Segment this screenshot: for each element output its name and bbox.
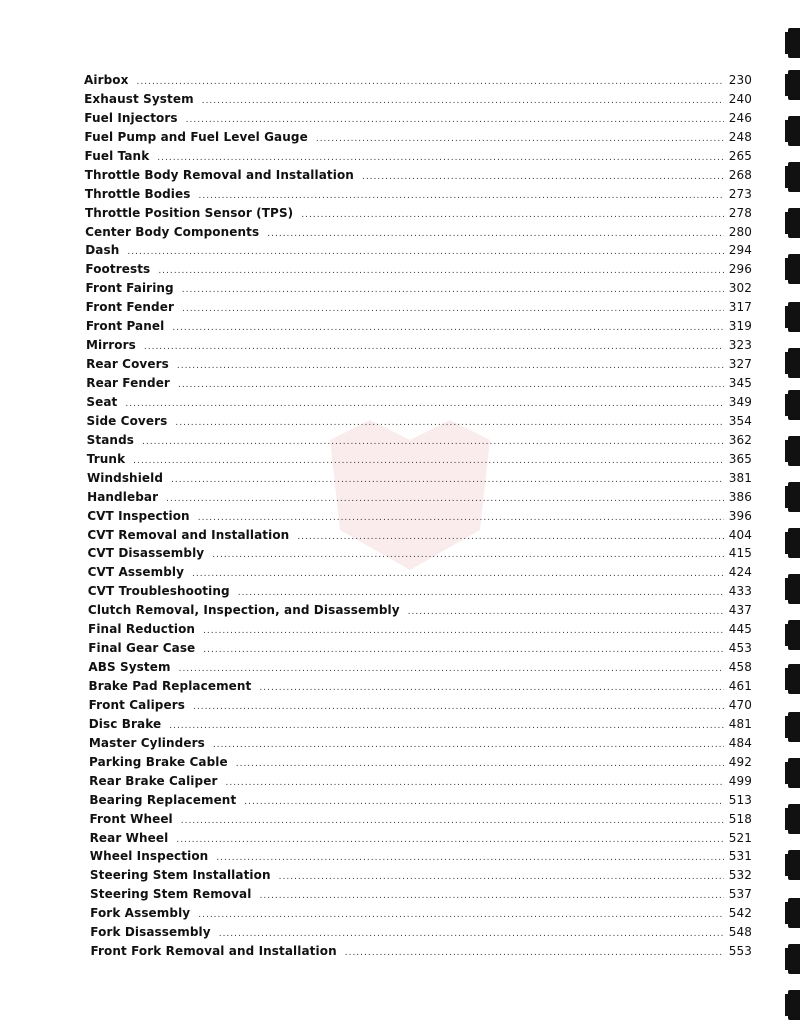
toc-entry-title: CVT Removal and Installation — [87, 527, 290, 542]
section-tab[interactable] — [788, 348, 800, 378]
dot-leader — [212, 550, 724, 560]
section-tab[interactable] — [788, 804, 800, 834]
toc-entry-page: 354 — [728, 413, 752, 428]
toc-entry-page: 302 — [728, 281, 752, 296]
toc-entry-title: Side Covers — [86, 413, 168, 428]
toc-entry[interactable] — [84, 736, 752, 755]
toc-entry[interactable] — [84, 376, 752, 395]
toc-entry-title: Parking Brake Cable — [89, 754, 228, 769]
toc-entry-title: Bearing Replacement — [89, 792, 237, 807]
toc-entry-title: Fork Assembly — [90, 906, 191, 921]
toc-entry-title: Rear Covers — [86, 357, 169, 372]
toc-entry-title: Brake Pad Replacement — [88, 679, 252, 693]
toc-entry[interactable] — [84, 793, 752, 812]
toc-entry-page: 278 — [728, 205, 752, 220]
toc-entry-title: CVT Disassembly — [87, 546, 205, 561]
toc-entry[interactable] — [84, 698, 752, 717]
dot-leader — [175, 418, 723, 428]
toc-entry-page: 345 — [728, 376, 752, 390]
toc-entry[interactable] — [84, 603, 752, 622]
toc-entry[interactable] — [84, 812, 752, 831]
dot-leader — [127, 247, 723, 257]
toc-entry-title: Mirrors — [85, 338, 136, 353]
toc-entry-page: 492 — [728, 754, 752, 769]
toc-entry-page: 537 — [728, 887, 752, 902]
dot-leader — [236, 759, 724, 769]
toc-entry[interactable] — [84, 622, 752, 641]
dot-leader — [193, 702, 724, 712]
toc-entry-title: Handlebar — [87, 489, 159, 504]
section-tab[interactable] — [788, 162, 800, 192]
toc-entry-title: Exhaust System — [84, 91, 194, 106]
toc-entry[interactable] — [84, 849, 752, 868]
toc-entry[interactable] — [84, 887, 752, 906]
dot-leader — [244, 797, 723, 807]
dot-leader — [144, 342, 724, 352]
dot-leader — [216, 853, 723, 863]
toc-entry[interactable] — [84, 357, 752, 376]
toc-entry-title: Final Reduction — [88, 622, 196, 637]
toc-entry-page: 531 — [728, 849, 752, 864]
dot-leader — [133, 456, 724, 466]
dot-leader — [225, 778, 723, 788]
dot-leader — [259, 891, 723, 901]
toc-entry[interactable] — [84, 679, 752, 698]
toc-entry[interactable] — [84, 395, 752, 414]
toc-entry-title: Final Gear Case — [88, 641, 196, 656]
toc-entry[interactable] — [84, 546, 752, 565]
toc-entry-title: Front Calipers — [88, 697, 185, 712]
toc-entry-title: Center Body Components — [85, 224, 260, 239]
section-tab[interactable] — [788, 664, 800, 694]
toc-entry-title: Clutch Removal, Inspection, and Disassembly — [87, 603, 400, 618]
toc-entry-page: 453 — [728, 641, 752, 656]
toc-entry-page: 273 — [728, 186, 752, 201]
toc-entry-title: Rear Wheel — [89, 830, 169, 845]
dot-leader — [362, 172, 724, 182]
toc-entry[interactable] — [84, 925, 752, 944]
toc-entry-page: 230 — [728, 73, 752, 87]
section-tab-strip — [784, 0, 800, 1035]
toc-entry-page: 381 — [728, 470, 752, 485]
toc-entry-title: Fuel Tank — [84, 148, 150, 163]
section-tab[interactable] — [788, 302, 800, 332]
dot-leader — [157, 153, 724, 163]
toc-entry[interactable] — [84, 187, 752, 206]
dot-leader — [179, 664, 724, 674]
toc-entry-title: Steering Stem Installation — [89, 868, 271, 883]
toc-entry-title: Throttle Body Removal and Installation — [84, 167, 354, 182]
toc-entry-title: Trunk — [86, 451, 126, 466]
toc-entry-page: 246 — [728, 110, 752, 125]
toc-entry-title: Front Panel — [85, 319, 165, 334]
section-tab[interactable] — [788, 758, 800, 788]
toc-entry-page: 265 — [728, 148, 752, 163]
section-tab[interactable] — [788, 28, 800, 58]
toc-entry-page: 404 — [728, 527, 752, 542]
section-tab[interactable] — [788, 482, 800, 512]
toc-entry[interactable] — [84, 906, 752, 925]
toc-entry[interactable] — [84, 281, 752, 300]
section-tab[interactable] — [788, 712, 800, 742]
toc-entry-page: 458 — [728, 660, 752, 675]
dot-leader — [192, 569, 724, 579]
toc-entry-title: Front Wheel — [89, 811, 173, 826]
toc-entry-title: ABS System — [88, 660, 171, 675]
toc-entry[interactable] — [84, 73, 752, 92]
toc-entry-page: 553 — [728, 944, 752, 959]
toc-entry-title: CVT Inspection — [87, 508, 190, 523]
section-tab[interactable] — [788, 70, 800, 100]
toc-entry[interactable] — [84, 319, 752, 338]
toc-entry[interactable] — [84, 565, 752, 584]
section-tab[interactable] — [788, 944, 800, 974]
toc-entry-title: Front Fork Removal and Installation — [90, 944, 337, 959]
toc-entry-title: Front Fender — [85, 300, 174, 315]
toc-entry-title: Master Cylinders — [88, 735, 205, 750]
toc-entry[interactable] — [84, 130, 752, 149]
toc-entry-page: 461 — [728, 679, 752, 693]
toc-entry-page: 548 — [728, 925, 752, 940]
toc-entry[interactable] — [84, 452, 752, 471]
toc-entry-page: 268 — [728, 167, 752, 182]
toc-entry-page: 280 — [728, 224, 752, 239]
toc-entry[interactable] — [84, 206, 752, 225]
toc-entry-page: 532 — [728, 868, 752, 883]
toc-entry-title: Disc Brake — [88, 716, 162, 731]
dot-leader — [142, 437, 724, 447]
toc-entry-page: 470 — [728, 697, 752, 712]
section-tab[interactable] — [788, 116, 800, 146]
toc-entry[interactable] — [84, 433, 752, 452]
toc-entry-page: 319 — [728, 319, 752, 334]
toc-entry[interactable] — [84, 92, 752, 111]
dot-leader — [171, 475, 724, 485]
toc-entry-title: Throttle Bodies — [84, 186, 191, 201]
dot-leader — [137, 77, 724, 87]
toc-entry-page: 437 — [728, 603, 752, 618]
table-of-contents — [84, 73, 752, 963]
toc-entry-page: 386 — [728, 489, 752, 504]
toc-entry-page: 433 — [728, 584, 752, 599]
dot-leader — [238, 588, 724, 598]
toc-entry-title: Dash — [85, 243, 120, 258]
toc-entry[interactable] — [84, 868, 752, 887]
toc-entry-title: CVT Troubleshooting — [87, 584, 230, 599]
toc-entry[interactable] — [84, 717, 752, 736]
toc-entry-page: 323 — [728, 338, 752, 353]
toc-entry-title: Fork Disassembly — [90, 925, 211, 940]
dot-leader — [176, 835, 723, 845]
toc-entry-page: 424 — [728, 565, 752, 580]
toc-entry[interactable] — [84, 414, 752, 433]
dot-leader — [125, 399, 723, 409]
section-tab[interactable] — [788, 254, 800, 284]
toc-entry[interactable] — [84, 755, 752, 774]
dot-leader — [182, 285, 724, 295]
toc-entry-page: 481 — [728, 716, 752, 731]
toc-entry-page: 499 — [728, 773, 752, 788]
toc-entry-page: 296 — [728, 262, 752, 277]
toc-entry[interactable] — [84, 490, 752, 509]
toc-entry[interactable] — [84, 641, 752, 660]
toc-entry-title: Rear Brake Caliper — [89, 773, 218, 788]
dot-leader — [182, 304, 724, 314]
toc-entry-title: Stands — [86, 432, 135, 447]
toc-entry[interactable] — [84, 774, 752, 793]
dot-leader — [181, 816, 724, 826]
dot-leader — [297, 532, 723, 542]
dot-leader — [279, 872, 724, 882]
toc-entry-page: 248 — [728, 129, 752, 144]
section-tab[interactable] — [788, 574, 800, 604]
dot-leader — [169, 721, 724, 731]
toc-entry[interactable] — [84, 471, 752, 490]
toc-entry[interactable] — [84, 300, 752, 319]
toc-entry[interactable] — [84, 243, 752, 262]
section-tab[interactable] — [788, 390, 800, 420]
toc-entry[interactable] — [84, 225, 752, 244]
dot-leader — [172, 323, 723, 333]
toc-entry-title: Fuel Pump and Fuel Level Gauge — [84, 129, 308, 144]
toc-entry-page: 240 — [728, 91, 752, 106]
toc-entry-page: 396 — [728, 508, 752, 523]
toc-entry[interactable] — [84, 831, 752, 850]
dot-leader — [186, 115, 724, 125]
toc-entry-title: Footrests — [85, 262, 151, 277]
dot-leader — [203, 626, 724, 636]
toc-entry-page: 362 — [728, 432, 752, 447]
toc-entry-title: Throttle Position Sensor (TPS) — [84, 205, 294, 220]
dot-leader — [198, 910, 724, 920]
toc-entry-page: 415 — [728, 546, 752, 561]
toc-entry-page: 294 — [728, 243, 752, 258]
section-tab[interactable] — [788, 208, 800, 238]
dot-leader — [202, 96, 724, 106]
dot-leader — [213, 740, 724, 750]
toc-entry-page: 518 — [728, 811, 752, 826]
toc-entry-title: Seat — [86, 394, 118, 409]
toc-entry-page: 317 — [728, 300, 752, 315]
dot-leader — [177, 361, 724, 371]
toc-entry-page: 445 — [728, 622, 752, 637]
toc-entry[interactable] — [84, 149, 752, 168]
toc-entry-page: 542 — [728, 906, 752, 921]
dot-leader — [259, 683, 723, 693]
dot-leader — [345, 948, 724, 958]
toc-entry-title: Fuel Injectors — [84, 110, 178, 125]
dot-leader — [301, 210, 724, 220]
toc-entry-title: Rear Fender — [86, 376, 170, 390]
section-tab[interactable] — [788, 528, 800, 558]
toc-entry[interactable] — [84, 660, 752, 679]
section-tab[interactable] — [788, 898, 800, 928]
toc-entry-title: Airbox — [84, 73, 129, 87]
toc-entry-title: Wheel Inspection — [89, 849, 209, 864]
toc-entry-page: 327 — [728, 357, 752, 372]
toc-entry-title: Front Fairing — [85, 281, 174, 296]
toc-entry[interactable] — [84, 111, 752, 130]
dot-leader — [158, 266, 723, 276]
toc-entry-page: 349 — [728, 394, 752, 409]
dot-leader — [267, 229, 724, 239]
toc-entry-page: 365 — [728, 451, 752, 466]
section-tab[interactable] — [788, 850, 800, 880]
section-tab[interactable] — [788, 620, 800, 650]
toc-entry[interactable] — [84, 338, 752, 357]
dot-leader — [408, 607, 724, 617]
toc-entry[interactable] — [84, 944, 752, 963]
section-tab[interactable] — [788, 990, 800, 1020]
toc-entry-page: 521 — [728, 830, 752, 845]
toc-entry[interactable] — [84, 509, 752, 528]
toc-entry[interactable] — [84, 168, 752, 187]
toc-entry-title: Windshield — [86, 470, 164, 485]
toc-entry-page: 513 — [728, 792, 752, 807]
toc-entry-page: 484 — [728, 735, 752, 750]
dot-leader — [316, 134, 724, 144]
dot-leader — [199, 191, 724, 201]
toc-entry[interactable] — [84, 528, 752, 547]
toc-entry-title: Steering Stem Removal — [90, 887, 252, 902]
dot-leader — [219, 929, 724, 939]
toc-entry[interactable] — [84, 584, 752, 603]
toc-entry-title: CVT Assembly — [87, 565, 185, 580]
section-tab[interactable] — [788, 436, 800, 466]
toc-entry[interactable] — [84, 262, 752, 281]
dot-leader — [198, 513, 724, 523]
dot-leader — [203, 645, 723, 655]
dot-leader — [166, 494, 724, 504]
dot-leader — [178, 380, 724, 390]
